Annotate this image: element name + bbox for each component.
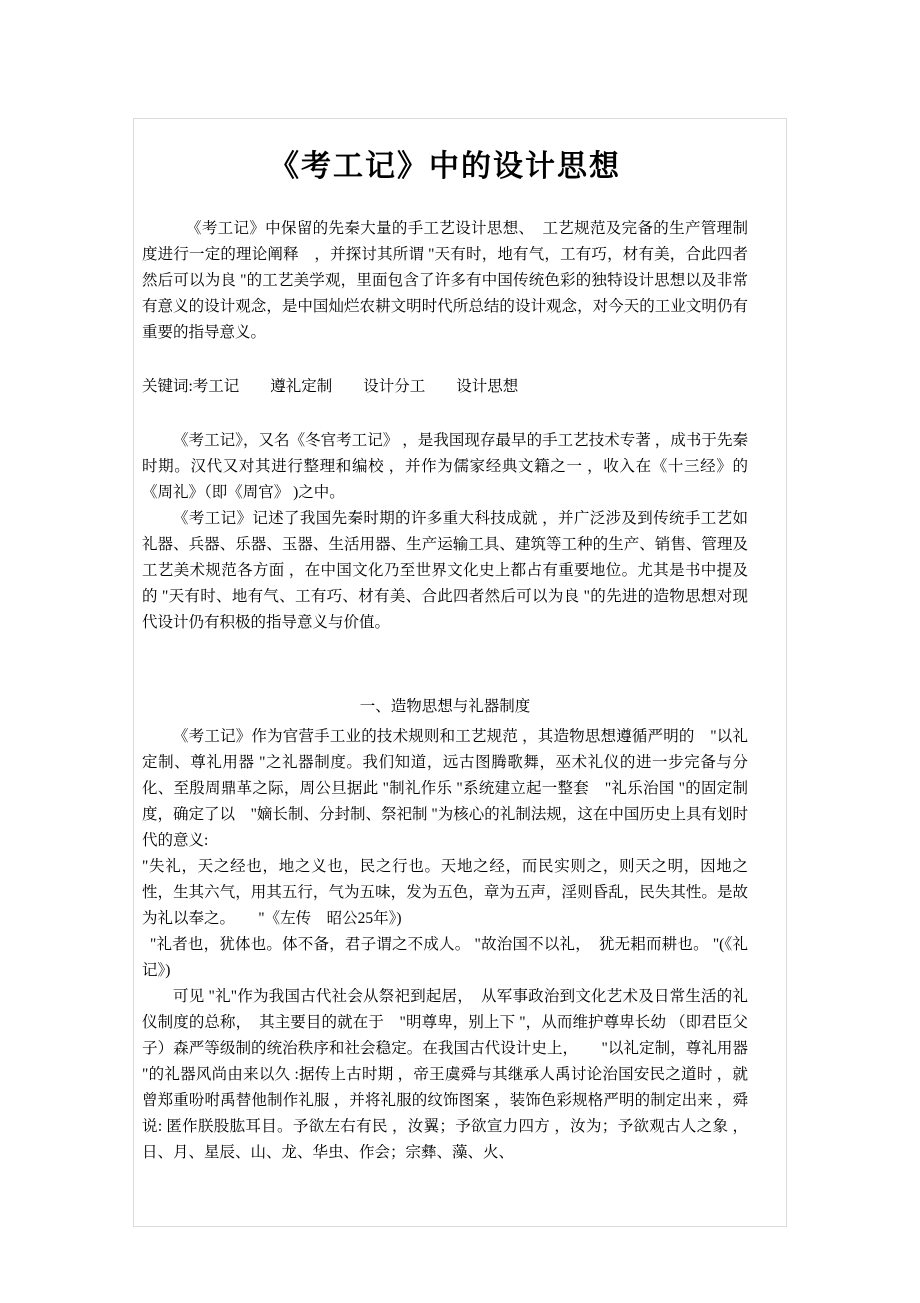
keywords-line: 关键词:考工记 遵礼定制 设计分工 设计思想 [142,378,519,395]
abstract-paragraph: 《考工记》中保留的先秦大量的手工艺设计思想、 工艺规范及完备的生产管理制度进行一定的理论阐释 ，并探讨其所谓 "天有时，地有气，工有巧，材有美，合此四者然后可以为良 "的工艺美学观，里面包含了许多有中国传统色彩的独特设计思想以及非常有意义的设计观念，是中国灿烂农耕文明时代所总结的设计观念，对今天的工业文明仍有重要的指导意义。 [142,220,748,341]
quote-liji: "礼者也，犹体也。体不备，君子谓之不成人。 "故治国不以礼， 犹无耜而耕也。 "(《礼记》) [142,936,748,979]
document-page [133,118,787,1227]
section-heading: 一、造物思想与礼器制度 [359,698,531,715]
closing-body-paragraph: 可见 "礼"作为我国古代社会从祭祀到起居， 从军事政治到文化艺术及日常生活的礼仪制度的总称， 其主要目的就在于 "明尊卑，别上下 "，从而维护尊卑长幼 （即君臣父子）森严等级制的统治秩序和社会稳定。在我国古代设计史上， "以礼定制，尊礼用器 "的礼器风尚由来以久 :据传上古时期 ，帝王虞舜与其继承人禹讨论治国安民之道时 ，就曾郑重吩咐禹替他制作礼服 ，并将礼服的纹饰图案 ，装饰色彩规格严明的制定出来 ，舜说: 匿作朕股肱耳目。予欲左右有民 ，汝翼；予欲宣力四方 ，汝为；予欲观古人之象 ，日、月、星辰、山、龙、华虫、作会；宗彝、藻、火、 [142,988,748,1161]
overview-paragraph: 《考工记》记述了我国先秦时期的许多重大科技成就 ，并广泛涉及到传统手工艺如礼器、兵器、乐器、玉器、生活用器、生产运输工具、建筑等工种的生产、销售、管理及工艺美术规范各方面 ，在中国文化乃至世界文化史上都占有重要地位。尤其是书中提及的 "天有时、地有气、工有巧、材有美、合此四者然后可以为良 "的先进的造物思想对现代设计仍有积极的指导意义与价值。 [142,510,748,631]
quote-zuozhuan: "失礼，天之经也，地之义也，民之行也。天地之经，而民实则之，则天之明，因地之性，生其六气，用其五行，气为五味，发为五色，章为五声，淫则昏乱，民失其性。是故为礼以奉之。 "《左传 昭公25年》) [142,858,748,927]
document-title: 《考工记》中的设计思想 [269,150,621,183]
intro-paragraph: 《考工记》，又名《冬官考工记》 ，是我国现存最早的手工艺技术专著 ，成书于先秦时期。汉代又对其进行整理和编校 ，并作为儒家经典文籍之一 ，收入在《十三经》的《周礼》（即《周官》 )之中。 [142,432,748,501]
section-body-paragraph: 《考工记》作为官营手工业的技术规则和工艺规范 ，其造物思想遵循严明的 "以礼定制、尊礼用器 "之礼器制度。我们知道，远古图腾歌舞，巫术礼仪的进一步完备与分化、至殷周鼎革之际，周公旦据此 "制礼作乐 "系统建立起一整套 "礼乐治国 "的固定制度，确定了以 "嫡长制、分封制、祭祀制 "为核心的礼制法规，这在中国历史上具有划时代的意义: [142,728,748,849]
